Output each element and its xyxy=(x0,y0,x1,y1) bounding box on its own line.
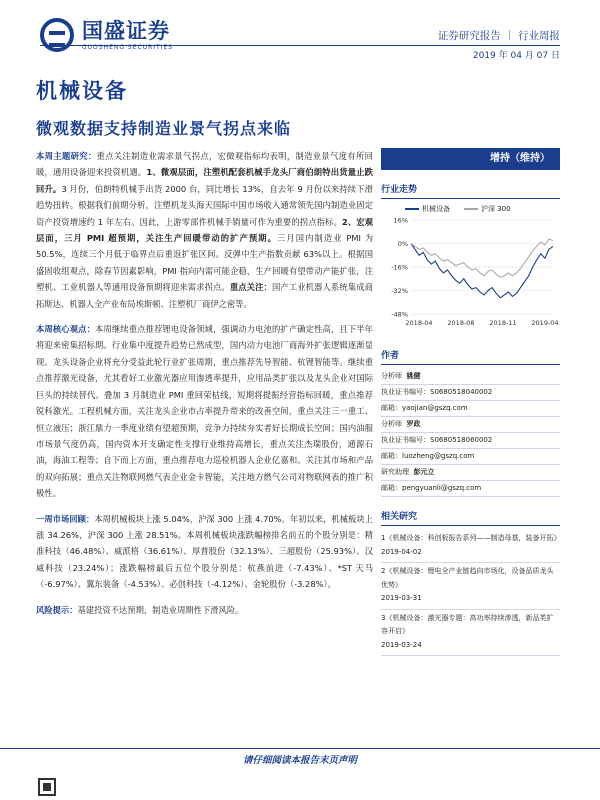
analyst-email[interactable]: 邮箱：pengyuanli@gszq.com xyxy=(381,481,560,497)
x-tick-label: 2018-04 xyxy=(405,319,433,327)
analyst-role: 分析师 xyxy=(381,372,402,380)
report-date: 2019 年 04 月 07 日 xyxy=(472,51,560,61)
analyst-cert: 执业证书编号：S0680518040002 xyxy=(381,385,560,401)
theme-bold-3: 重点关注： xyxy=(229,282,272,293)
legend-item-sector: 机械设备 xyxy=(405,204,450,214)
x-tick-label: 2018-08 xyxy=(447,319,475,327)
qr-code-icon xyxy=(38,778,56,796)
y-tick-label: -16% xyxy=(391,263,408,272)
x-tick-label: 2018-11 xyxy=(489,319,517,327)
x-tick-label: 2019-04 xyxy=(531,319,559,327)
company-logo xyxy=(40,18,173,52)
related-date: 2019-03-31 xyxy=(381,594,422,602)
theme-bold-2: 2、宏观层面，三月 PMI 超预期，关注生产回暖带动的扩产预期。 xyxy=(36,216,373,244)
theme-text-4: 国产工业机器人系统集成商拓斯达、机器人全产业布局埃斯顿、注塑机厂商伊之密等。 xyxy=(36,282,373,309)
market-review-text: 本周机械板块上涨 5.04%，沪深 300 上涨 4.70%。年初以来，机械板块上涨 34.26%，沪深 300 上涨 28.51%。本周机械板块涨跌幅榜排名前五的个股分别是：精准科技（46.48%）、威派格（36.61%）、厚普股份（32.13%）、三超股份（25.93%）、汉威科技（23.24%）；涨跌幅榜最后五位个股分别是：杭燕前进（-7.43%）、*ST 天马（-6.97%）、翼东装备（-4.53%）、必创科技（-4.12%）、金轮股份（-3.28%）。 xyxy=(36,513,373,590)
analyst-2 xyxy=(381,417,560,465)
footer-disclaimer: 请仔细阅读本报告末页声明 xyxy=(242,755,357,766)
analyst-3 xyxy=(381,465,560,497)
risk-label: 风险提示： xyxy=(36,604,78,615)
sidebar xyxy=(381,148,560,656)
market-review-paragraph xyxy=(36,511,373,593)
main-column xyxy=(36,148,373,627)
related-title[interactable]: 2《机械设备：锂电全产业链趋向市场化，设备品质龙头优势》 xyxy=(381,567,554,589)
legend-item-index: 沪深 300 xyxy=(464,204,511,214)
theme-bold-1: 1、微观层面，注塑机配套机械手龙头厂商伯朗特出货量止跌回升。 xyxy=(36,167,373,194)
sector-title: 机械设备 xyxy=(36,79,128,103)
core-view-label: 本周核心观点： xyxy=(36,324,95,335)
related-list xyxy=(381,530,560,656)
related-item[interactable] xyxy=(381,563,560,610)
risk-paragraph xyxy=(36,602,373,618)
core-view-paragraph xyxy=(36,321,373,501)
trend-section-title: 行业走势 xyxy=(381,182,560,199)
core-view-text: 本周继续重点推荐锂电设备领域，强调动力电池的扩产确定性高，且下半年将迎来密集招标期。行业集中度提升趋势已然成型，国内动力电池厂商海外扩张逻辑逐渐显现。龙头设备企业将充分受益此轮行业扩张周期，重点推荐先导智能、杭锂智能等。继续重点推荐激光设备，尤其看好工业激光器应用渗透率提升，应用品类扩张以及龙头企业对国际巨头的持续替代。叠加 3 月制造业 PMI 重回荣枯线，短期将提振经营指标回暖，重点推荐锐科激光。工程机械方面，关注龙头企业市占率提升带来的改善空间，重点关注三一重工、恒立液压；浙江鼎力一季度业绩有望超预期，竞争力持续夯实者好长期成长空间；国内油服市场景气度仍高，国内资本开支确定性支撑行业维持高增长，重点关注杰瑞股份，通源石油，海油工程等；自下而上方面，重点推荐电力巡检机器人企业亿嘉和。关注其市场和产品的双向拓展；重点关注物联网燃气表企业金卡智能，关注地方燃气公司对物联网表的推广积极性。 xyxy=(36,324,373,499)
analyst-email[interactable]: 邮箱：luozheng@gszq.com xyxy=(381,449,560,465)
series-line-index xyxy=(411,239,553,277)
related-date: 2019-03-24 xyxy=(381,640,422,649)
related-item[interactable] xyxy=(381,610,560,657)
y-tick-label: -32% xyxy=(391,287,408,295)
logo-en-text: GUOSHENG SECURITIES xyxy=(82,43,174,51)
logo-icon xyxy=(40,18,74,52)
related-title[interactable]: 1《机械设备：科创板报告系列——制造母基，装备开拓》 xyxy=(381,534,561,542)
footer-divider xyxy=(0,748,600,749)
analyst-name: 罗政 xyxy=(406,420,421,428)
report-header xyxy=(0,0,600,62)
logo-cn-text: 国盛证券 xyxy=(82,18,170,43)
analyst-name: 姚健 xyxy=(406,372,421,380)
theme-text-2: 3 月份，伯朗特机械手出货 2000 台，同比增长 13%，自去年 9 月份以来持续下滑趋势扭转。根据我们前期分析，注塑机龙头海天国际中国市场收入通常领先国内制造业固定资产投资增速约 1 年左右。因此，上游零部件机械手销量可作为重要的拐点指标。 xyxy=(36,183,373,227)
analyst-section-title: 作者 xyxy=(381,348,560,365)
risk-text: 基建投资不达预期，制造业周期性下滑风险。 xyxy=(77,604,244,615)
related-title[interactable]: 3《机械设备：激光器专题：高功率持续渗透，新品类扩容开启》 xyxy=(381,613,554,635)
analyst-cert: 执业证书编号：S0680518060002 xyxy=(381,433,560,449)
related-section-title: 相关研究 xyxy=(381,509,560,526)
y-tick-label: 16% xyxy=(393,216,408,225)
market-review-label: 一周市场回顾： xyxy=(36,513,95,524)
theme-text-1: 重点关注制造业需求景气拐点，宏微观指标均表明，制造业景气度有所回暖，通用设备迎来投资机遇。 xyxy=(36,151,373,178)
header-divider xyxy=(40,45,560,46)
related-item[interactable] xyxy=(381,530,560,563)
analyst-1 xyxy=(381,369,560,417)
analyst-email[interactable]: 邮箱：yaojian@gszq.com xyxy=(381,401,560,417)
related-date: 2019-04-02 xyxy=(381,547,422,556)
report-headline: 微观数据支持制造业景气拐点来临 xyxy=(36,119,292,138)
trend-chart xyxy=(381,214,560,332)
theme-research-paragraph xyxy=(36,148,373,312)
analyst-name: 彭元立 xyxy=(413,468,435,476)
report-type: 证券研究报告 ｜ 行业周报 xyxy=(437,30,560,42)
analyst-role: 分析师 xyxy=(381,420,402,428)
chart-legend xyxy=(381,204,560,214)
theme-text-3: 三月国内制造业 PMI 为 50.5%，连续三个月低于临界点后重返扩张区间。反弹中生产指数贡献 63%以上。根据国盛固收组观点，除春节因素影响，PMI 指向内需可能企稳，生产回暖有望带动产能扩张，注塑机、工业机器人等通用设备预期将迎来需求拐点。 xyxy=(36,233,373,293)
analyst-role: 研究助理 xyxy=(381,468,409,476)
rating-badge: 增持（维持） xyxy=(381,148,560,170)
y-tick-label: 0% xyxy=(397,240,408,248)
y-tick-label: -48% xyxy=(391,310,408,319)
analyst-list xyxy=(381,369,560,497)
theme-research-label: 本周主题研究： xyxy=(36,151,97,161)
